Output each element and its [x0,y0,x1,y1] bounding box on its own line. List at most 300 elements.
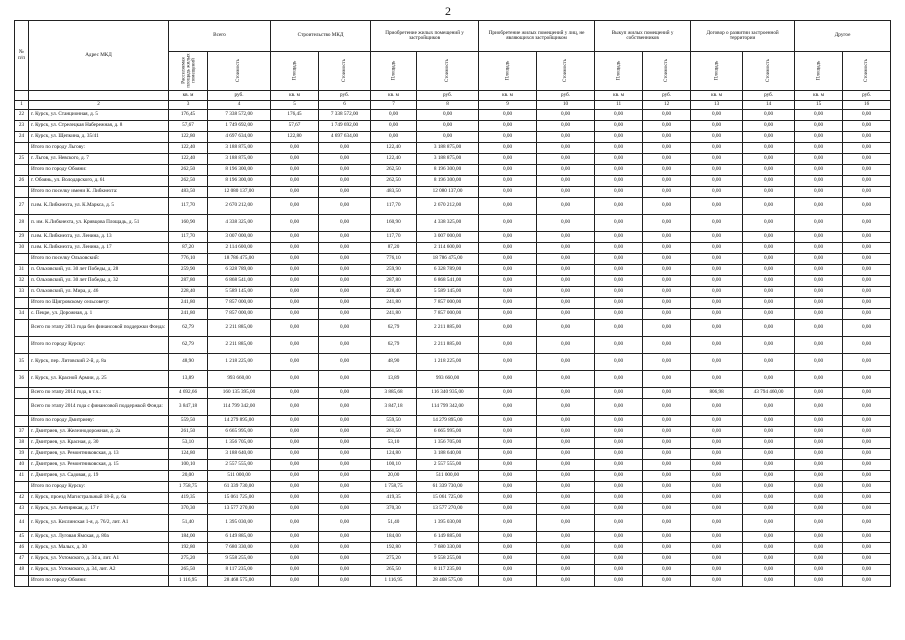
cost-cell: 0,00 [643,371,691,388]
area-cell: 62,79 [371,337,417,354]
area-cell: 0,00 [691,154,743,165]
cost-cell: 0,00 [743,276,795,287]
header-other: Другое [795,21,891,52]
cost-cell: 13 577 270,00 [417,504,479,515]
header-area: Площадь [479,52,537,91]
area-cell: 0,00 [479,143,537,154]
row-number [15,165,29,176]
area-cell: 0,00 [271,287,319,298]
area-cell: 259,90 [371,265,417,276]
cost-cell: 12 080 137,00 [208,187,271,198]
column-number: 6 [319,101,371,110]
cost-cell: 0,00 [643,110,691,121]
cost-cell: 0,00 [743,232,795,243]
cost-cell: 6 665 995,00 [417,427,479,438]
address-cell: г. Дмитриев, ул. Садовая, д. 19 [29,471,169,482]
area-cell: 0,00 [479,287,537,298]
area-cell: 0,00 [691,438,743,449]
area-cell: 241,80 [371,298,417,309]
unit-cell: кв. м [595,91,643,101]
area-cell: 0,00 [595,565,643,576]
address-cell: г. Курск, ул. Стрелецкая Набережная, д. 8 [29,121,169,132]
cost-cell: 0,00 [643,438,691,449]
header-cost: Стоимость [643,52,691,91]
area-cell: 0,00 [595,543,643,554]
cost-cell: 0,00 [319,154,371,165]
unit-cell: руб. [643,91,691,101]
cost-cell: 5 589 145,00 [208,287,271,298]
row-number: 45 [15,532,29,543]
cost-cell: 3 188 875,00 [208,143,271,154]
table-row [15,265,891,276]
cost-cell: 0,00 [643,287,691,298]
area-cell: 0,00 [691,460,743,471]
column-number: 12 [643,101,691,110]
subtotal-row [15,337,891,354]
area-cell: 0,00 [271,438,319,449]
unit-cell: кв. м [691,91,743,101]
address-cell: г. Курск, ул. Ухтомского, д. 34 а, лит. А1 [29,554,169,565]
column-number: 5 [271,101,319,110]
cost-cell: 4 697 634,00 [208,132,271,143]
area-cell: 0,00 [271,460,319,471]
area-cell: 0,00 [691,298,743,309]
subtotal-row [15,143,891,154]
area-cell: 0,00 [595,532,643,543]
row-number: 24 [15,132,29,143]
row-number: 41 [15,471,29,482]
subtotal-row [15,165,891,176]
cost-cell: 0,00 [537,154,595,165]
unit-cell: кв. м [169,91,208,101]
cost-cell: 0,00 [643,576,691,587]
area-cell: 0,00 [479,504,537,515]
subtotal-row [15,254,891,265]
address-cell: г. Обоянь, ул. Володарского, д. 61 [29,176,169,187]
area-cell: 0,00 [479,482,537,493]
area-cell: 0,00 [691,515,743,532]
area-cell: 0,00 [795,493,843,504]
cost-cell: 0,00 [537,254,595,265]
area-cell: 0,00 [691,371,743,388]
area-cell: 0,00 [371,121,417,132]
cost-cell: 0,00 [843,337,891,354]
cost-cell: 0,00 [537,110,595,121]
cost-cell: 12 080 137,00 [417,187,479,198]
cost-cell: 0,00 [843,460,891,471]
area-cell: 0,00 [271,276,319,287]
address-cell: п. им. К.Либкнехта, ул. Кривцова Площадь, д. 51 [29,215,169,232]
area-cell: 0,00 [691,254,743,265]
cost-cell: 0,00 [843,110,891,121]
cost-cell: 18 786 475,00 [208,254,271,265]
row-number [15,399,29,416]
cost-cell: 0,00 [319,532,371,543]
row-number: 44 [15,515,29,532]
area-cell: 0,00 [795,471,843,482]
cost-cell: 0,00 [743,132,795,143]
area-cell: 0,00 [479,388,537,399]
area-cell: 117,70 [169,198,208,215]
area-cell: 122,40 [371,154,417,165]
area-cell: 0,00 [271,143,319,154]
area-cell: 0,00 [795,176,843,187]
header-area: Площадь [795,52,843,91]
row-number: 27 [15,198,29,215]
cost-cell: 0,00 [537,143,595,154]
area-cell: 0,00 [595,482,643,493]
cost-cell: 0,00 [319,254,371,265]
area-cell: 0,00 [479,265,537,276]
area-cell: 0,00 [479,154,537,165]
cost-cell: 0,00 [643,254,691,265]
cost-cell: 6 328 789,00 [417,265,479,276]
row-number [15,254,29,265]
area-cell: 0,00 [271,232,319,243]
address-cell: п.им. К.Либкнехта, ул. Ленина, д. 13 [29,232,169,243]
cost-cell: 0,00 [643,265,691,276]
cost-cell: 0,00 [743,337,795,354]
area-cell: 0,00 [271,309,319,320]
cost-cell: 0,00 [643,493,691,504]
area-cell: 0,00 [691,543,743,554]
header-address: Адрес МКД [29,21,169,91]
cost-cell: 1 395 030,00 [417,515,479,532]
address-cell: г. Курск, ул. Щепкина, д. 35/41 [29,132,169,143]
cost-cell: 4 338 325,00 [417,215,479,232]
area-cell: 0,00 [595,371,643,388]
area-cell: 0,00 [691,287,743,298]
area-cell: 265,50 [169,565,208,576]
area-cell: 0,00 [691,276,743,287]
address-cell: Итого по городу Курску: [29,337,169,354]
column-number: 9 [479,101,537,110]
area-cell: 0,00 [595,438,643,449]
address-cell: Итого по городу Обояни: [29,165,169,176]
area-cell: 0,00 [595,232,643,243]
area-cell: 0,00 [595,504,643,515]
unit-cell: кв. м [795,91,843,101]
cost-cell: 0,00 [843,438,891,449]
address-cell: г. Курск, пер. Литовский 2-й, д. 8а [29,354,169,371]
header-from-developers: Приобретение жилых помещений у застройщиков [371,21,479,52]
area-cell: 0,00 [271,371,319,388]
area-cell: 87,20 [169,243,208,254]
cost-cell: 0,00 [643,176,691,187]
table-row [15,565,891,576]
cost-cell: 0,00 [319,543,371,554]
cost-cell: 0,00 [537,232,595,243]
area-cell: 0,00 [479,110,537,121]
area-cell: 0,00 [271,504,319,515]
cost-cell: 0,00 [643,165,691,176]
area-cell: 0,00 [371,110,417,121]
area-cell: 192,80 [169,543,208,554]
area-cell: 0,00 [271,154,319,165]
cost-cell: 0,00 [843,276,891,287]
cost-cell: 0,00 [537,121,595,132]
cost-cell: 0,00 [743,354,795,371]
column-number: 3 [169,101,208,110]
cost-cell: 0,00 [537,337,595,354]
cost-cell: 7 857 000,00 [208,298,271,309]
cost-cell: 15 061 725,00 [417,493,479,504]
area-cell: 0,00 [795,309,843,320]
area-cell: 0,00 [479,354,537,371]
area-cell: 57,67 [271,121,319,132]
row-number: 48 [15,565,29,576]
address-cell: Итого по городу Обояни: [29,576,169,587]
area-cell: 0,00 [271,298,319,309]
area-cell: 0,00 [595,493,643,504]
cost-cell: 0,00 [537,504,595,515]
row-number [15,388,29,399]
table-row [15,471,891,482]
table-row [15,215,891,232]
header-no: № п/п [15,21,29,91]
area-cell: 0,00 [595,399,643,416]
area-cell: 0,00 [479,254,537,265]
area-cell: 0,00 [795,165,843,176]
cost-cell: 0,00 [843,298,891,309]
row-number [15,482,29,493]
cost-cell: 0,00 [643,427,691,438]
cost-cell: 0,00 [319,232,371,243]
cost-cell: 0,00 [417,132,479,143]
cost-cell: 0,00 [843,232,891,243]
cost-cell: 8 196 300,00 [417,176,479,187]
cost-cell: 3 007 000,00 [208,232,271,243]
area-cell: 0,00 [271,554,319,565]
units-row [15,91,891,101]
subtotal-row [15,399,891,416]
area-cell: 1 758,75 [169,482,208,493]
area-cell: 51,40 [371,515,417,532]
area-cell: 241,80 [169,309,208,320]
cost-cell: 0,00 [537,460,595,471]
unit-cell: кв. м [371,91,417,101]
cost-cell: 0,00 [319,493,371,504]
address-cell: Итого по городу Льгову: [29,143,169,154]
cost-cell: 0,00 [319,460,371,471]
cost-cell: 0,00 [743,243,795,254]
cost-cell: 2 211 885,00 [417,337,479,354]
address-cell: г. Курск, проезд Магистральный 18-й, д. 6а [29,493,169,504]
cost-cell: 0,00 [743,565,795,576]
cost-cell: 7 338 572,00 [319,110,371,121]
area-cell: 0,00 [691,354,743,371]
area-cell: 0,00 [595,515,643,532]
area-cell: 0,00 [479,165,537,176]
area-cell: 0,00 [795,554,843,565]
column-number: 1 [15,101,29,110]
cost-cell: 0,00 [643,132,691,143]
cost-cell: 0,00 [643,515,691,532]
area-cell: 0,00 [595,471,643,482]
area-cell: 0,00 [271,543,319,554]
cost-cell: 0,00 [537,576,595,587]
area-cell: 0,00 [795,276,843,287]
cost-cell: 0,00 [643,354,691,371]
cost-cell: 0,00 [743,427,795,438]
cost-cell: 0,00 [537,515,595,532]
cost-cell: 0,00 [537,543,595,554]
area-cell: 0,00 [795,254,843,265]
address-cell: с. Пекре, ул. Дорожная, д. 1 [29,309,169,320]
address-cell: п.им. К.Либкнехта, ул. К.Маркса, д. 5 [29,198,169,215]
cost-cell: 7 680 330,00 [417,543,479,554]
subtotal-row [15,388,891,399]
area-cell: 0,00 [795,388,843,399]
row-number: 36 [15,371,29,388]
cost-cell: 0,00 [743,309,795,320]
area-cell: 419,35 [371,493,417,504]
address-cell: Итого по поселку имени К. Либкнехта: [29,187,169,198]
address-cell: г. Курск, ул. Антирнкая, д. 17 г [29,504,169,515]
cost-cell: 0,00 [537,471,595,482]
area-cell: 122,40 [169,143,208,154]
cost-cell: 993 660,00 [417,371,479,388]
area-cell: 0,00 [795,265,843,276]
row-number: 39 [15,449,29,460]
area-cell: 0,00 [595,388,643,399]
row-number: 33 [15,287,29,298]
cost-cell: 0,00 [537,309,595,320]
area-cell: 559,50 [371,416,417,427]
area-cell: 0,00 [271,198,319,215]
area-cell: 0,00 [795,132,843,143]
cost-cell: 0,00 [643,337,691,354]
header-cost: Стоимость [537,52,595,91]
area-cell: 62,79 [371,320,417,337]
cost-cell: 0,00 [743,121,795,132]
area-cell: 184,00 [169,532,208,543]
cost-cell: 1 749 692,00 [208,121,271,132]
cost-cell: 14 279 895,00 [208,416,271,427]
cost-cell: 8 117 235,00 [208,565,271,576]
cost-cell: 2 670 212,00 [208,198,271,215]
area-cell: 0,00 [595,215,643,232]
area-cell: 0,00 [271,449,319,460]
area-cell: 0,00 [271,416,319,427]
cost-cell: 0,00 [843,449,891,460]
cost-cell: 61 339 730,00 [417,482,479,493]
area-cell: 0,00 [271,337,319,354]
area-cell: 0,00 [595,287,643,298]
cost-cell: 0,00 [319,243,371,254]
area-cell: 0,00 [795,449,843,460]
area-cell: 0,00 [595,265,643,276]
area-cell: 0,00 [271,493,319,504]
cost-cell: 4 697 634,00 [319,132,371,143]
area-cell: 0,00 [795,438,843,449]
row-number: 38 [15,438,29,449]
area-cell: 0,00 [795,243,843,254]
cost-cell: 0,00 [537,176,595,187]
area-cell: 0,00 [595,121,643,132]
cost-cell: 0,00 [537,399,595,416]
table-row [15,449,891,460]
cost-cell: 0,00 [843,565,891,576]
cost-cell: 0,00 [843,554,891,565]
cost-cell: 0,00 [643,532,691,543]
cost-cell: 0,00 [319,298,371,309]
area-cell: 0,00 [691,576,743,587]
cost-cell: 7 680 330,00 [208,543,271,554]
table-row [15,110,891,121]
cost-cell: 0,00 [537,276,595,287]
area-cell: 0,00 [271,515,319,532]
header-total: Всего [169,21,271,52]
area-cell: 0,00 [691,143,743,154]
address-cell: п. Ольховский, ул. 30 лет Победы, д. 32 [29,276,169,287]
area-cell: 0,00 [795,515,843,532]
cost-cell: 511 000,00 [208,471,271,482]
area-cell: 13,89 [371,371,417,388]
cost-cell: 3 188 640,00 [417,449,479,460]
area-cell: 370,30 [169,504,208,515]
cost-cell: 0,00 [843,198,891,215]
area-cell: 0,00 [691,471,743,482]
area-cell: 0,00 [479,565,537,576]
cost-cell: 0,00 [319,176,371,187]
area-cell: 0,00 [271,388,319,399]
area-cell: 0,00 [691,187,743,198]
cost-cell: 0,00 [319,427,371,438]
cost-cell: 6 868 541,00 [208,276,271,287]
column-number: 11 [595,101,643,110]
cost-cell: 0,00 [537,482,595,493]
address-cell: г. Дмитриев, ул. Ремонтниковская, д. 15 [29,460,169,471]
area-cell: 1 116,95 [371,576,417,587]
area-cell: 0,00 [595,276,643,287]
area-cell: 806,98 [691,388,743,399]
cost-cell: 0,00 [843,243,891,254]
cost-cell: 3 188 640,00 [208,449,271,460]
cost-cell: 7 857 000,00 [417,298,479,309]
address-cell: г. Курск, ул. Кислинская 1-я, д. 76/2, лит. А1 [29,515,169,532]
cost-cell: 0,00 [319,438,371,449]
cost-cell: 0,00 [319,515,371,532]
page-number: 2 [445,4,451,18]
row-number: 46 [15,543,29,554]
cost-cell: 0,00 [319,276,371,287]
cost-cell: 0,00 [743,187,795,198]
cost-cell: 0,00 [537,165,595,176]
area-cell: 559,50 [169,416,208,427]
cost-cell: 0,00 [643,554,691,565]
column-number: 4 [208,101,271,110]
cost-cell: 0,00 [743,143,795,154]
cost-cell: 0,00 [743,198,795,215]
cost-cell: 0,00 [643,471,691,482]
area-cell: 176,45 [169,110,208,121]
cost-cell: 14 279 895,00 [417,416,479,427]
column-number: 2 [29,101,169,110]
area-cell: 0,00 [795,215,843,232]
address-cell: п. Ольховский, ул. Мира, д. 46 [29,287,169,298]
cost-cell: 0,00 [319,399,371,416]
area-cell: 287,80 [169,276,208,287]
area-cell: 261,50 [169,427,208,438]
area-cell: 53,10 [169,438,208,449]
table-row [15,493,891,504]
table-row [15,438,891,449]
area-cell: 228,40 [371,287,417,298]
cost-cell: 0,00 [319,449,371,460]
area-cell: 0,00 [795,416,843,427]
area-cell: 0,00 [479,232,537,243]
